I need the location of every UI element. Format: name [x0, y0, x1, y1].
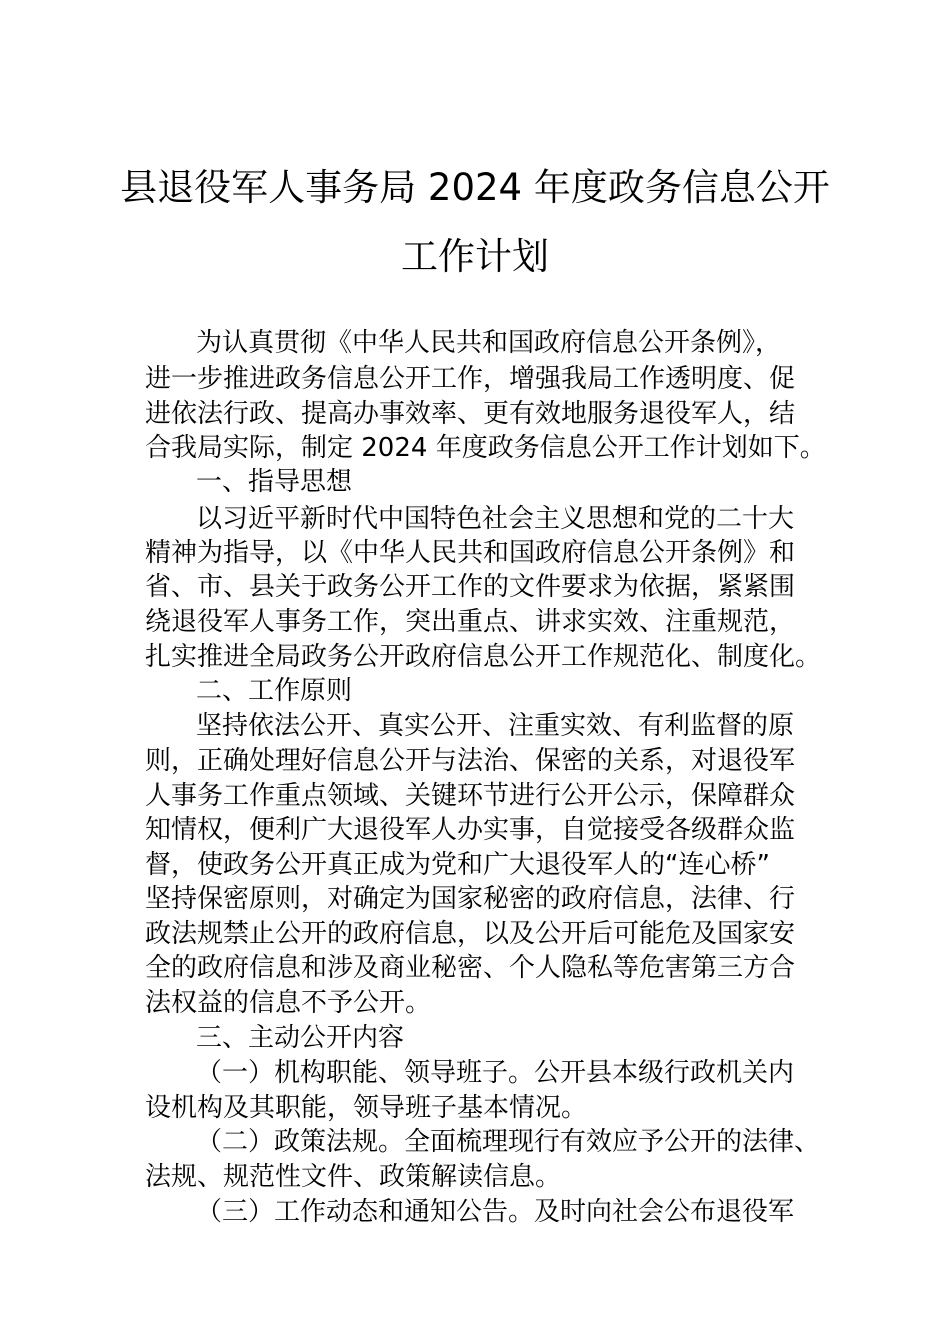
body-line: 法规、规范性文件、政策解读信息。: [145, 1162, 562, 1192]
section-heading: 二、工作原则: [196, 676, 353, 706]
body-line: （三）工作动态和通知公告。及时向社会公布退役军: [196, 1197, 795, 1227]
body-line: 坚持依法公开、真实公开、注重实效、有利监督的原: [196, 711, 795, 741]
document-title-line-1: 县退役军人事务局 2024 年度政务信息公开: [120, 166, 830, 209]
body-line: 坚持保密原则，对确定为国家秘密的政府信息，法律、行: [145, 884, 796, 914]
body-line: 绕退役军人事务工作，突出重点、讲求实效、注重规范，: [145, 607, 796, 637]
body-line: 全的政府信息和涉及商业秘密、个人隐私等危害第三方合: [145, 953, 796, 983]
body-line: 合我局实际，制定 2024 年度政务信息公开工作计划如下。: [145, 433, 826, 463]
section-heading: 三、主动公开内容: [196, 1023, 405, 1053]
body-line: 政法规禁止公开的政府信息，以及公开后可能危及国家安: [145, 919, 796, 949]
body-line: 省、市、县关于政务公开工作的文件要求为依据，紧紧围: [145, 572, 796, 602]
body-line: 精神为指导，以《中华人民共和国政府信息公开条例》和: [145, 538, 796, 568]
body-line: 设机构及其职能，领导班子基本情况。: [145, 1093, 588, 1123]
body-line: （二）政策法规。全面梳理现行有效应予公开的法律、: [196, 1127, 821, 1157]
body-line: 扎实推进全局政务公开政府信息公开工作规范化、制度化。: [145, 642, 822, 672]
body-line: 督，使政务公开真正成为党和广大退役军人的“连心桥”: [145, 850, 770, 880]
section-heading: 一、指导思想: [196, 467, 353, 497]
body-line: 以习近平新时代中国特色社会主义思想和党的二十大: [196, 504, 795, 534]
body-line: 进依法行政、提高办事效率、更有效地服务退役军人，结: [145, 399, 796, 429]
body-line: 为认真贯彻《中华人民共和国政府信息公开条例》，: [196, 328, 782, 358]
body-line: 法权益的信息不予公开。: [145, 988, 432, 1018]
body-line: 人事务工作重点领域、关键环节进行公开公示，保障群众: [145, 781, 796, 811]
body-line: （一）机构职能、领导班子。公开县本级行政机关内: [196, 1058, 795, 1088]
body-line: 知情权，便利广大退役军人办实事，自觉接受各级群众监: [145, 815, 796, 845]
document-title-line-2: 工作计划: [401, 235, 549, 278]
body-line: 进一步推进政务信息公开工作，增强我局工作透明度、促: [145, 364, 796, 394]
body-line: 则，正确处理好信息公开与法治、保密的关系，对退役军: [145, 746, 796, 776]
